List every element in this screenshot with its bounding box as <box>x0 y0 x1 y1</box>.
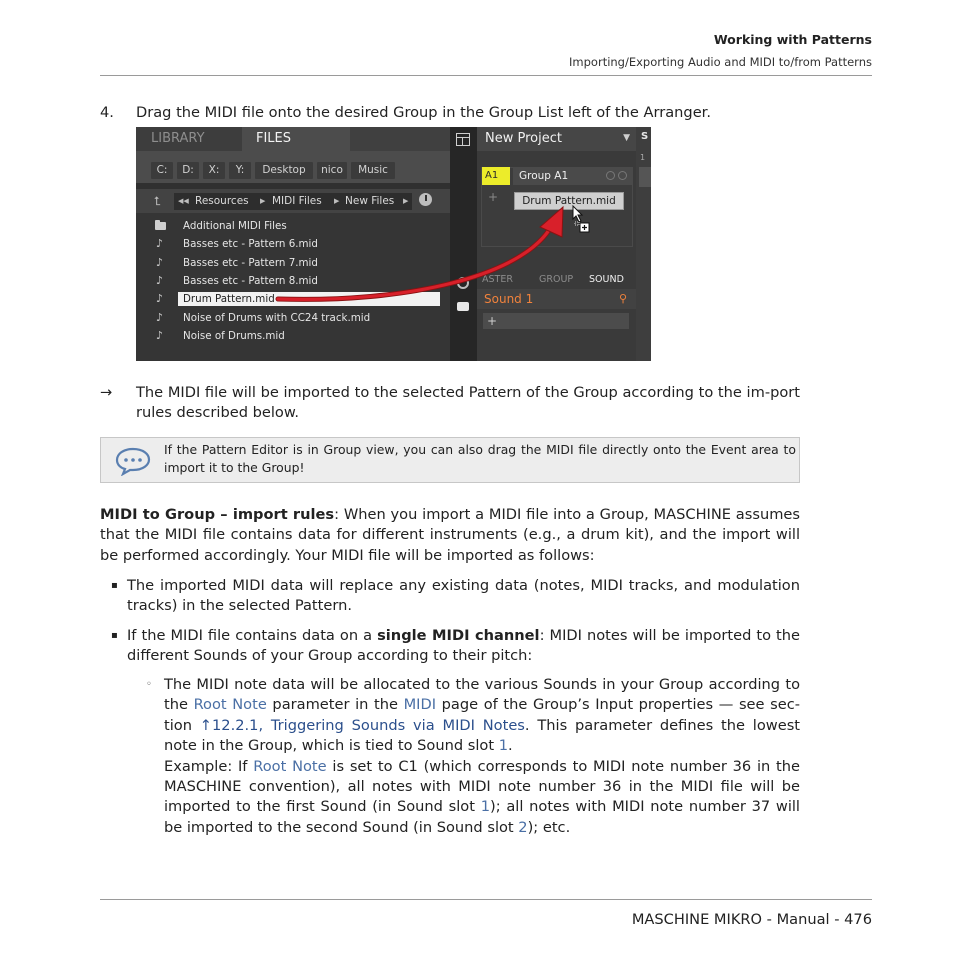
import-rules-heading: MIDI to Group – import rules <box>100 506 335 523</box>
tab-sound[interactable]: SOUND <box>589 274 624 285</box>
breadcrumb-separator-icon: ▶ <box>260 197 266 205</box>
bullet-marker: ▪ <box>111 580 118 591</box>
music-note-icon: ♪ <box>156 329 164 342</box>
file-name: Noise of Drums with CC24 track.mid <box>183 312 371 324</box>
running-header-title: Working with Patterns <box>713 32 872 47</box>
step-number: 4. <box>100 104 114 121</box>
tab-master[interactable]: ASTER <box>482 274 513 285</box>
tip-box <box>100 437 800 483</box>
speech-bubble-icon <box>115 446 151 476</box>
text-run: The MIDI note data will be allocated to the various Sounds in your Group according to the <box>164 676 800 714</box>
arranger-scene-letter: S <box>641 131 649 142</box>
drive-nico-button[interactable]: nico <box>317 162 347 179</box>
drive-d-button[interactable]: D: <box>177 162 199 179</box>
root-note-link[interactable]: Root Note <box>193 696 267 714</box>
arranger-bar-number: 1 <box>640 153 646 162</box>
page-footer: MASCHINE MIKRO - Manual - 476 <box>631 911 872 928</box>
drive-c-button[interactable]: C: <box>151 162 173 179</box>
footer-rule <box>100 899 872 900</box>
add-group-plus[interactable]: + <box>488 190 499 204</box>
import-rules-paragraph <box>100 505 800 566</box>
file-name: Noise of Drums.mid <box>183 330 285 342</box>
music-note-icon: ♪ <box>156 256 164 269</box>
drive-y-button[interactable]: Y: <box>229 162 251 179</box>
drive-desktop-button[interactable]: Desktop <box>255 162 313 179</box>
header-rule <box>100 75 872 76</box>
text-run: . <box>508 737 513 755</box>
bullet-text-post: : MIDI notes will be imported to the different Sounds of your Group according to their pitch: <box>127 627 801 665</box>
result-text: The MIDI file will be imported to the selected Pattern of the Group according to the im-port rules described below. <box>136 384 800 422</box>
dragged-file-label: Drum Pattern.mid <box>514 192 624 210</box>
text-run: . This parameter defines the lowest note in the Group, which is tied to Sound slot <box>164 716 801 755</box>
text-run: ); all notes with MIDI note number 37 will be imported to the second Sound (in Sound slot <box>164 798 800 836</box>
bullet-text <box>127 626 800 667</box>
midi-link[interactable]: MIDI <box>403 696 437 714</box>
section-cross-reference-link[interactable]: ↑12.2.1, Triggering Sounds via MIDI Notes <box>199 716 525 734</box>
music-note-icon: ♪ <box>156 237 164 250</box>
root-note-link[interactable]: Root Note <box>253 757 327 775</box>
bullet-text-pre: If the MIDI file contains data on a <box>127 627 378 644</box>
bullet-bold-term: single MIDI channel <box>377 627 540 644</box>
result-arrow-icon: → <box>100 384 113 401</box>
file-name: Basses etc - Pattern 7.mid <box>183 257 318 269</box>
text-run: ); etc. <box>527 818 571 836</box>
music-note-icon: ♪ <box>156 311 164 324</box>
import-rules-text: : When you import a MIDI file into a Group, MASCHINE assumes that the MIDI file contains data for different instruments (e.g., a drum kit), and the import will be performed accordingly. Your MIDI file will be imported as follows: <box>100 506 800 564</box>
project-title[interactable]: New Project <box>477 127 636 151</box>
chevron-down-icon[interactable]: ▼ <box>623 133 630 143</box>
maschine-screenshot <box>136 127 651 361</box>
file-name: Additional MIDI Files <box>183 220 287 232</box>
sound-name: Sound 1 <box>484 292 534 306</box>
file-name: Drum Pattern.mid <box>183 293 275 305</box>
text-run: is set to C1 (which corresponds to MIDI note number 36 in the MASCHINE convention), all notes with MIDI note number 36 in the MIDI file will be imported to the first Sound (in Sound slot <box>164 757 801 816</box>
drive-music-button[interactable]: Music <box>351 162 395 179</box>
breadcrumb-next-icon[interactable]: ▶ <box>403 197 409 205</box>
search-icon[interactable]: ⚲ <box>618 292 627 305</box>
sound-slot-link[interactable]: 1 <box>498 737 508 755</box>
tab-library[interactable]: LIBRARY <box>136 127 242 151</box>
bullet-text: The imported MIDI data will replace any existing data (notes, MIDI tracks, and modulation tracks) in the selected Pattern. <box>127 577 800 615</box>
breadcrumb-midi-files[interactable]: MIDI Files <box>272 195 322 207</box>
add-plugin-plus[interactable]: + <box>483 313 629 329</box>
running-header-subtitle: Importing/Exporting Audio and MIDI to/from Patterns <box>569 55 872 69</box>
group-slot-label[interactable]: A1 <box>482 167 510 185</box>
drag-arrow-icon <box>136 127 651 361</box>
breadcrumb-separator-icon: ▶ <box>334 197 340 205</box>
breadcrumb-new-files[interactable]: New Files <box>345 195 395 207</box>
music-note-icon: ♪ <box>156 292 164 305</box>
group-name[interactable]: Group A1 <box>513 167 633 185</box>
breadcrumb-resources[interactable]: Resources <box>195 195 249 207</box>
bullet-marker: ▪ <box>111 630 118 641</box>
tip-text: If the Pattern Editor is in Group view, you can also drag the MIDI file directly onto the Event area to import it to the Group! <box>164 442 796 475</box>
parent-folder-icon[interactable]: ⮤ <box>154 194 162 208</box>
sub-bullet-text <box>164 675 800 838</box>
tab-files[interactable]: FILES <box>242 127 350 151</box>
file-name: Basses etc - Pattern 8.mid <box>183 275 318 287</box>
tab-group[interactable]: GROUP <box>539 274 574 285</box>
sub-bullet-marker: ◦ <box>146 679 152 690</box>
back-double-arrow-icon[interactable]: ◀◀ <box>178 197 189 205</box>
sound-slot-link[interactable]: 1 <box>480 798 490 816</box>
step-text: Drag the MIDI file onto the desired Group in the Group List left of the Arranger. <box>136 104 711 121</box>
text-run: Example: If <box>164 757 254 775</box>
music-note-icon: ♪ <box>156 274 164 287</box>
file-name: Basses etc - Pattern 6.mid <box>183 238 318 250</box>
text-run: parameter in the <box>266 696 404 714</box>
sound-slot-link[interactable]: 2 <box>518 818 528 836</box>
text-run: page of the Group’s Input properties — see sec-tion <box>164 696 801 734</box>
drive-x-button[interactable]: X: <box>203 162 225 179</box>
